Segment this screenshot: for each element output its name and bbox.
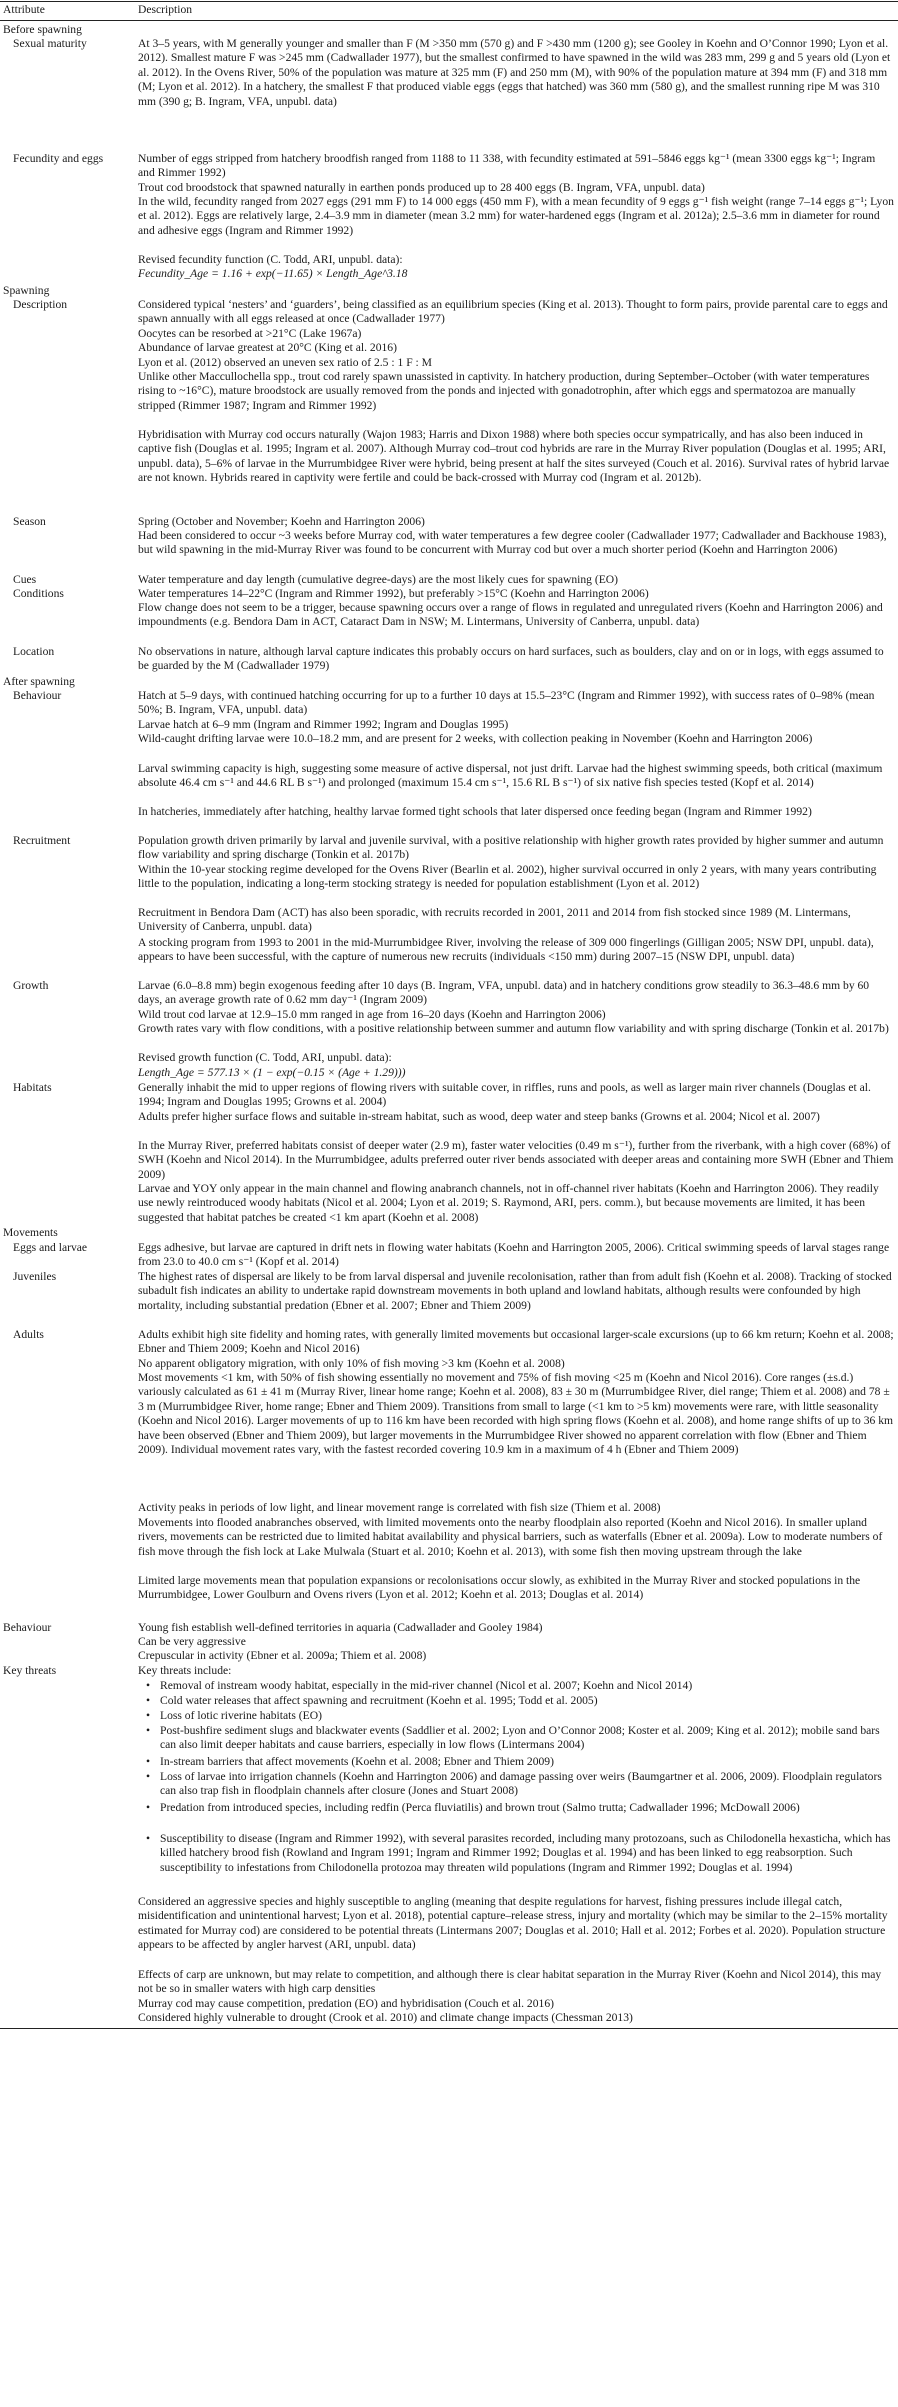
- threat-item: Loss of lotic riverine habitats (EO): [160, 1709, 322, 1722]
- behaviour-text-4: Larval swimming capacity is high, suggesting some measure of active dispersal, not just drift. Larvae had the highest swimming speeds, both critical (maximum absolute 46.4 cm s⁻¹ and 44.6 RL B s⁻¹) and prolonged (maximum 15.4 cm s⁻¹, 15.6 RL B s⁻¹) of six native fish species tested (Kopf et al. 2014): [138, 762, 883, 790]
- bullet-icon: •: [146, 1679, 151, 1692]
- adults-text-3: Most movements <1 km, with 50% of fish showing essentially no movement and 75% of fish moving <25 m (Koehn and Nicol 2016). Core ranges (±s.d.) variously calculated as 61 ± 41 m (Murray River, linear home range; Koehn et al. 2008), 83 ± 30 m (Murrumbidgee River, diel range; Thiem et al. 2008) and 78 ± 3 m (Murrumbidgee River, home range; Ebner and Thiem 2009). Transitions from small to large (<1 km to >5 km) movements were rare, with little seasonality (Koehn and Nicol 2016). Larger movements of up to 116 km have been recorded with high spring flows (Koehn et al. 2008), and home range shifts of up to 36 km have been observed (Ebner and Thiem 2009), but larger movements in the Murrumbidgee River showed no apparent correlation with flow (Ebner and Thiem 2009). Individual movement rates vary, with the fastest recorded covering 10.9 km in a maximum of 4 h (Ebner and Thiem 2009): [138, 1371, 894, 1457]
- bullet-icon: •: [146, 1770, 151, 1783]
- growth-formula: Length_Age = 577.13 × (1 − exp(−0.15 × (Age + 1.29))): [138, 1066, 406, 1079]
- description-text-2: Oocytes can be resorbed at >21°C (Lake 1967a): [138, 327, 362, 340]
- threat-item: Removal of instream woody habitat, especially in the mid-river channel (Nicol et al. 2007; Koehn and Nicol 2014): [160, 1679, 693, 1692]
- adults-text-6: Limited large movements mean that population expansions or recolonisations occur slowly, as exhibited in the Murray River and stocked populations in the Murrumbidgee, Lower Goulburn and Ovens rivers (Lyon et al. 2012; Koehn et al. 2013; Douglas et al. 2014): [138, 1574, 861, 1602]
- table-header: [0, 3, 898, 19]
- growth-text-3: Growth rates vary with flow conditions, with a positive relationship between summer and autumn flow variability and with spring discharge (Tonkin et al. 2017b): [138, 1022, 889, 1035]
- description-text-1: Considered typical ‘nesters’ and ‘guarders’, being classified as an equilibrium species (King et al. 2013). Thought to form pairs, provide parental care to eggs and spawn annually with all eggs released at once (Cadwallader 1977): [138, 298, 888, 326]
- conditions-text-1: Water temperatures 14–22°C (Ingram and Rimmer 1992), but preferably >15°C (Koehn and Harrington 2006): [138, 587, 649, 600]
- cues-text: Water temperature and day length (cumulative degree-days) are the most likely cues for spawning (EO): [138, 573, 619, 586]
- attr-behaviour-general: Behaviour: [3, 1621, 52, 1634]
- key-threats-text-angling: Considered an aggressive species and highly susceptible to angling (meaning that despite regulations for harvest, fishing pressures include illegal catch, misidentification and unintentional harvest; Lyon et al. 2018), potential capture–release stress, injury and mortality (which may be similar to the 2–15% mortality estimated for Murray cod) are considered to be potential threats (Lintermans 2007; Douglas et al. 2010; Hall et al. 2012; Forbes et al. 2020). Population structure appears to be affected by angler harvest (ARI, unpubl. data): [138, 1895, 888, 1952]
- bullet-icon: •: [146, 1832, 151, 1845]
- behaviour-text-2: Larvae hatch at 6–9 mm (Ingram and Rimmer 1992; Ingram and Douglas 1995): [138, 718, 509, 731]
- section-before-spawning: Before spawning: [3, 23, 82, 36]
- eggs-larvae-text: Eggs adhesive, but larvae are captured in drift nets in flowing water habitats (Koehn and Harrington 2005, 2006). Critical swimming speeds of larval stages range from 23.0 to 40.0 cm s⁻¹ (Kopf et al. 2014): [138, 1241, 890, 1269]
- key-threats-text-carp: Effects of carp are unknown, but may relate to competition, and although there is clear habitat separation in the Murray River (Koehn and Nicol 2014), this may not be so in smaller waters with high carp densities: [138, 1968, 882, 1996]
- season-text-2: Had been considered to occur ~3 weeks before Murray cod, with water temperatures a few degree cooler (Cadwallader 1977; Cadwallader and Backhouse 1983), but wild spawning in the mid-Murray River was found to be concurrent with Murray cod but over a much shorter period (Koehn and Harrington 2006): [138, 529, 887, 557]
- recruitment-text-4: A stocking program from 1993 to 2001 in the mid-Murrumbidgee River, involving the release of 309 000 fingerlings (Gilligan 2005; NSW DPI, unpubl. data), appears to have been successful, with the capture of numerous new recruits (individuals <150 mm) during 2007–15 (NSW DPI, unpubl. data): [138, 936, 874, 964]
- fecundity-text-3: In the wild, fecundity ranged from 2027 eggs (291 mm F) to 14 000 eggs (450 mm F), with a mean fecundity of 9 eggs g⁻¹ fish weight (range 7–14 eggs g⁻¹; Lyon et al. 2012). Eggs are relatively large, 2.4–3.9 mm in diameter (mean 3.2 mm) for water-hardened eggs (Ingram et al. 2012a); 2.5–3.6 mm in diameter for round and adhesive eggs (Ingram and Rimmer 1992): [138, 195, 894, 237]
- threat-item: Cold water releases that affect spawning and recruitment (Koehn et al. 1995; Todd et al. 2005): [160, 1694, 598, 1707]
- bullet-icon: •: [146, 1755, 151, 1768]
- section-movements: Movements: [3, 1226, 58, 1239]
- season-text-1: Spring (October and November; Koehn and Harrington 2006): [138, 515, 425, 528]
- attr-eggs-larvae: Eggs and larvae: [13, 1241, 88, 1254]
- attr-description: Description: [13, 298, 68, 311]
- adults-text-2: No apparent obligatory migration, with only 10% of fish moving >3 km (Koehn et al. 2008): [138, 1357, 565, 1370]
- attr-cues: Cues: [13, 573, 37, 586]
- attr-location: Location: [13, 645, 55, 658]
- habitats-text-4: Larvae and YOY only appear in the main channel and flowing anabranch channels, not in off-channel river habitats (Koehn and Harrington 2006). They readily use newly reintroduced woody habitats (Nicol et al. 2004; Lyon et al. 2019; S. Raymond, ARI, pers. comm.), but because movements are limited, it has been suggested that habitat patches be created <1 km apart (Koehn et al. 2008): [138, 1182, 879, 1224]
- attr-growth: Growth: [13, 979, 49, 992]
- bullet-icon: •: [146, 1801, 151, 1814]
- bullet-icon: •: [146, 1694, 151, 1707]
- growth-text-2: Wild trout cod larvae at 12.9–15.0 mm ranged in age from 16–20 days (Koehn and Harrington 2006): [138, 1008, 606, 1021]
- adults-text-4: Activity peaks in periods of low light, and linear movement range is correlated with fish size (Thiem et al. 2008): [138, 1501, 661, 1514]
- description-text-3: Abundance of larvae greatest at 20°C (King et al. 2016): [138, 341, 397, 354]
- bullet-icon: •: [146, 1709, 151, 1722]
- fecundity-text-4: Revised fecundity function (C. Todd, ARI, unpubl. data):: [138, 253, 403, 266]
- attr-conditions: Conditions: [13, 587, 64, 600]
- juveniles-text: The highest rates of dispersal are likely to be from larval dispersal and juvenile recolonisation, rather than from adult fish (Koehn et al. 2008). Tracking of stocked subadult fish indicates an ability to undertake rapid downstream movements in both upland and lowland habitats, although results were confounded by high mortality, including substantial predation (Ebner et al. 2007; Ebner and Thiem 2009): [138, 1270, 892, 1312]
- habitats-text-2: Adults prefer higher surface flows and suitable in-stream habitat, such as wood, deep water and steep banks (Growns et al. 2004; Nicol et al. 2007): [138, 1110, 820, 1123]
- attr-fecundity: Fecundity and eggs: [13, 152, 104, 165]
- attr-sexual-maturity: Sexual maturity: [13, 37, 87, 50]
- behaviour-general-text-3: Crepuscular in activity (Ebner et al. 2009a; Thiem et al. 2008): [138, 1649, 427, 1662]
- behaviour-text-3: Wild-caught drifting larvae were 10.0–18.2 mm, and are present for 2 weeks, with collection peaking in November (Koehn and Harrington 2006): [138, 732, 813, 745]
- threat-item: Loss of larvae into irrigation channels (Koehn and Harrington 2006) and damage passing over weirs (Baumgartner et al. 2006, 2009). Floodplain regulators can also trap fish in floodplain channels after closure (Jones and Stuart 2008): [160, 1770, 882, 1798]
- key-threats-text-drought: Considered highly vulnerable to drought (Crook et al. 2010) and climate change impacts (Chessman 2013): [138, 2011, 633, 2024]
- section-spawning: Spawning: [3, 284, 50, 297]
- attr-recruitment: Recruitment: [13, 834, 71, 847]
- header-description: Description: [138, 3, 193, 16]
- growth-text-1: Larvae (6.0–8.8 mm) begin exogenous feeding after 10 days (B. Ingram, VFA, unpubl. data) and in hatchery conditions grow steadily to 36.3–48.6 mm by 60 days, an average growth rate of 0.62 mm day⁻¹ (Ingram 2009): [138, 979, 870, 1007]
- key-threats-text-murray-cod: Murray cod may cause competition, predation (EO) and hybridisation (Couch et al. 2016): [138, 1997, 554, 2010]
- adults-text-5: Movements into flooded anabranches observed, with limited movements onto the nearby floodplain also reported (Koehn and Nicol 2016). In smaller upland rivers, movements can be restricted due to limited habitat availability and physical barriers, such as waterfalls (Ebner et al. 2009a). Low to moderate numbers of fish move through the fish lock at Lake Mulwala (Stuart et al. 2010; Koehn et al. 2013), with some fish then moving upstream through the lake: [138, 1516, 883, 1558]
- description-text-6: Hybridisation with Murray cod occurs naturally (Wajon 1983; Harris and Dixon 1988) where both species occur sympatrically, and has also been induced in captive fish (Douglas et al. 1995; Ingram et al. 2007). Although Murray cod–trout cod hybrids are rare in the Murray River population (Douglas et al. 1995; ARI, unpubl. data), 5–6% of larvae in the Murrumbidgee River were hybrid, being present at half the sites surveyed (Couch et al. 2016). Survival rates of hybrid larvae are not known. Hybrids reared in captivity were fertile and could be back-crossed with Murray cod (Ingram et al. 2012b).: [138, 428, 890, 485]
- attr-juveniles: Juveniles: [13, 1270, 57, 1283]
- threat-item: In-stream barriers that affect movements (Koehn et al. 2008; Ebner and Thiem 2009): [160, 1755, 554, 1768]
- bullet-icon: •: [146, 1724, 151, 1737]
- habitats-text-3: In the Murray River, preferred habitats consist of deeper water (2.9 m), faster water velocities (0.49 m s⁻¹), further from the riverbank, with a high cover (68%) of SWH (Koehn and Nicol 2014). In the Murrumbidgee, adults preferred outer river bends associated with deeper areas and containing more SWH (Ebner and Thiem 2009): [138, 1139, 894, 1181]
- description-text-5: Unlike other Maccullochella spp., trout cod rarely spawn unassisted in captivity. In hatchery production, during September–October (with water temperatures rising to ~16°C), mature broodstock are usually removed from the ponds and injected with gonadotrophin, after which eggs and spermatozoa are manually stripped (Rimmer 1987; Ingram and Rimmer 1992): [138, 370, 870, 412]
- attr-adults: Adults: [13, 1328, 44, 1341]
- attr-habitats: Habitats: [13, 1081, 52, 1094]
- section-after-spawning: After spawning: [3, 675, 75, 688]
- behaviour-general-text-1: Young fish establish well-defined territories in aquaria (Cadwallader and Gooley 1984): [138, 1621, 543, 1634]
- habitats-text-1: Generally inhabit the mid to upper regions of flowing rivers with suitable cover, in riffles, runs and pools, as well as larger main river channels (Douglas et al. 1994; Ingram and Douglas 1995; Growns et al. 2004): [138, 1081, 871, 1109]
- growth-text-4: Revised growth function (C. Todd, ARI, unpubl. data):: [138, 1051, 392, 1064]
- recruitment-text-1: Population growth driven primarily by larval and juvenile survival, with a positive relationship with higher growth rates provided by higher summer and autumn flow variability and spring discharge (Tonkin et al. 2017b): [138, 834, 884, 862]
- sexual-maturity-text: At 3–5 years, with M generally younger and smaller than F (M >350 mm (570 g) and F >430 mm (1200 g); see Gooley in Koehn and O’Connor 1990; Lyon et al. 2012). Smallest mature F was >245 mm (Cadwallader 1977), but the smallest confirmed to have spawned in the wild was 283 mm, 299 g and 5 years old (Lyon et al. 2012). In the Ovens River, 50% of the population was mature at 325 mm (F) and 250 mm (M), with 90% of the population mature at 394 mm (F) and 318 mm (M; Lyon et al. 2012). In a hatchery, the smallest F that produced viable eggs (eggs that hatched) was 360 mm (580 g), and the smallest running ripe M was 310 mm (390 g; B. Ingram, VFA, unpubl. data): [138, 37, 891, 108]
- adults-text-1: Adults exhibit high site fidelity and homing rates, with generally limited movements but occasional larger-scale excursions (up to 66 km return; Koehn et al. 2008; Ebner and Thiem 2009; Koehn and Nicol 2016): [138, 1328, 894, 1356]
- behaviour-text-1: Hatch at 5–9 days, with continued hatching occurring for up to a further 10 days at 15.5–23°C (Ingram and Rimmer 1992), with success rates of 0–98% (mean 50%; B. Ingram, VFA, unpubl. data): [138, 689, 875, 717]
- attr-season: Season: [13, 515, 46, 528]
- attr-behaviour: Behaviour: [13, 689, 62, 702]
- location-text: No observations in nature, although larval capture indicates this probably occurs on hard surfaces, such as boulders, clay and on or in logs, with eggs assumed to be guarded by the M (Cadwallader 1979): [138, 645, 884, 673]
- fecundity-text-2: Trout cod broodstock that spawned naturally in earthen ponds produced up to 28 400 eggs (B. Ingram, VFA, unpubl. data): [138, 181, 705, 194]
- recruitment-text-3: Recruitment in Bendora Dam (ACT) has also been sporadic, with recruits recorded in 2001, 2011 and 2014 from fish stocked since 1989 (M. Lintermans, University of Canberra, unpubl. data): [138, 906, 851, 934]
- fecundity-formula: Fecundity_Age = 1.16 + exp(−11.65) × Length_Age^3.18: [138, 267, 408, 280]
- behaviour-general-text-2: Can be very aggressive: [138, 1635, 246, 1648]
- fecundity-text-1: Number of eggs stripped from hatchery broodfish ranged from 1188 to 11 338, with fecundity estimated at 591–5846 eggs kg⁻¹ (mean 3300 eggs kg⁻¹; Ingram and Rimmer 1992): [138, 152, 876, 180]
- recruitment-text-2: Within the 10-year stocking regime developed for the Ovens River (Bearlin et al. 2002), higher survival occurred in only 2 years, with many years contributing little to the population, indicating a long-term stocking strategy is needed for population establishment (Lyon et al. 2012): [138, 863, 877, 891]
- conditions-text-2: Flow change does not seem to be a trigger, because spawning occurs over a range of flows in regulated and unregulated rivers (Koehn and Harrington 2006) and impoundments (e.g. Bendora Dam in ACT, Cataract Dam in NSW; M. Lintermans, University of Canberra, unpubl. data): [138, 601, 883, 629]
- header-attribute: Attribute: [3, 3, 45, 16]
- threat-item: Susceptibility to disease (Ingram and Rimmer 1992), with several parasites recorded, including many protozoans, such as Chilodonella hexasticha, which has killed hatchery brood fish (Rowland and Ingram 1991; Ingram and Rimmer 1992; Douglas et al. 1994) and has been linked to egg reabsorption. Such susceptibility to infestations from Chilodonella protozoa may threaten wild populations (Ingram and Rimmer 1992; Douglas et al. 1994): [160, 1832, 891, 1874]
- description-text-4: Lyon et al. (2012) observed an uneven sex ratio of 2.5 : 1 F : M: [138, 356, 432, 369]
- threat-item: Predation from introduced species, including redfin (Perca fluviatilis) and brown trout (Salmo trutta; Cadwallader 1996; McDowall 2006): [160, 1801, 800, 1814]
- key-threats-intro: Key threats include:: [138, 1664, 232, 1677]
- attr-key-threats: Key threats: [3, 1664, 57, 1677]
- threat-item: Post-bushfire sediment slugs and blackwater events (Saddlier et al. 2002; Lyon and O’Connor 2008; Koster et al. 2009; King et al. 2012); mobile sand bars can also limit deeper habitats and cause barriers, especially in low flows (Lintermans 2004): [160, 1724, 880, 1752]
- behaviour-text-5: In hatcheries, immediately after hatching, healthy larvae formed tight schools that later dispersed once feeding began (Ingram and Rimmer 1992): [138, 805, 812, 818]
